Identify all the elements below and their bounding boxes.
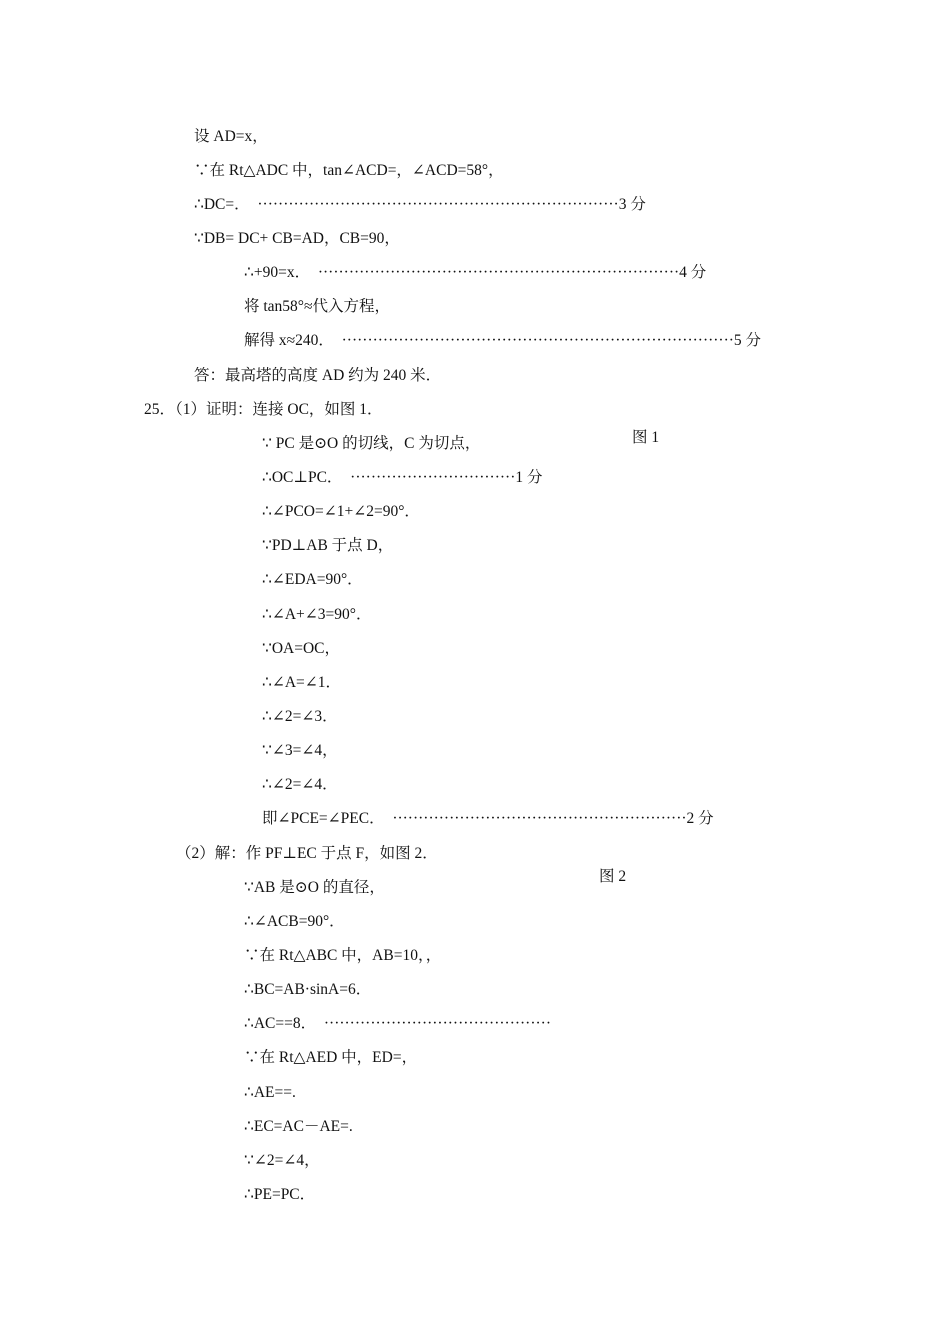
text-line: （2）解：作 PF⊥EC 于点 F，如图 2．	[176, 845, 438, 862]
text-line: ∵PD⊥AB 于点 D，	[262, 537, 394, 554]
text-line: 即∠PCE=∠PEC． ·························································2 分	[262, 810, 714, 827]
text-line: ∵AB 是⊙O 的直径，	[244, 879, 385, 896]
text-line: ∵在 Rt△ABC 中，AB=10，，	[244, 947, 442, 964]
text-line: 答：最高塔的高度 AD 约为 240 米．	[194, 367, 442, 384]
text-line: ∴DC=． ······································································3 分	[194, 196, 646, 213]
text-line: ∵∠2=∠4，	[244, 1152, 320, 1169]
text-line: ∴∠EDA=90°．	[262, 571, 363, 588]
text-line: 将 tan58°≈代入方程，	[244, 298, 391, 315]
text-line: ∴PE=PC．	[244, 1186, 316, 1203]
text-line: ∴∠ACB=90°．	[244, 913, 345, 930]
text-line: 设 AD=x，	[194, 128, 268, 145]
text-line: 解得 x≈240． ············································································5 分	[244, 332, 762, 349]
text-line: ∴AC==8． ············································	[244, 1015, 551, 1032]
text-line: ∵OA=OC，	[262, 640, 341, 657]
text-line: ∴∠A=∠1．	[262, 674, 342, 691]
text-line: ∴∠A+∠3=90°．	[262, 606, 372, 623]
text-line: ∴BC=AB·sinA=6．	[244, 981, 372, 998]
text-line: 25．（1）证明：连接 OC，如图 1．	[144, 401, 383, 418]
text-line: ∴AE==.	[244, 1084, 296, 1101]
figure-1-label: 图 1	[632, 429, 660, 446]
text-line: ∴+90=x． ······································································4 分	[244, 264, 707, 281]
text-line: ∴OC⊥PC． ································1 分	[262, 469, 543, 486]
text-line: ∵ PC 是⊙O 的切线，C 为切点，	[262, 435, 481, 452]
figure-2-label: 图 2	[599, 868, 627, 885]
text-line: ∴EC=AC－AE=.	[244, 1118, 353, 1135]
text-line: ∴∠2=∠3．	[262, 708, 338, 725]
text-line: ∴∠2=∠4．	[262, 776, 338, 793]
text-line: ∴∠PCO=∠1+∠2=90°．	[262, 503, 420, 520]
text-line: ∵在 Rt△AED 中，ED=，	[244, 1049, 418, 1066]
text-line: ∵∠3=∠4，	[262, 742, 338, 759]
text-line: ∵在 Rt△ADC 中，tan∠ACD=，∠ACD=58°，	[194, 162, 504, 179]
text-line: ∵DB= DC+ CB=AD，CB=90，	[194, 230, 400, 247]
